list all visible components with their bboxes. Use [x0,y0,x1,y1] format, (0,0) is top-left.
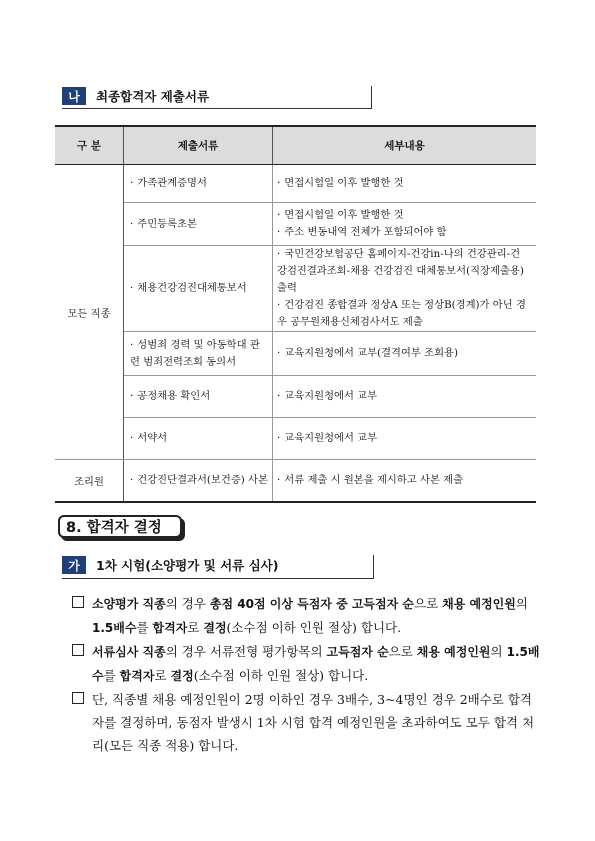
header-category: 구 분 [55,126,124,165]
category-all-jobs: 모든 직종 [55,165,124,460]
table-row [55,332,536,376]
document-item: · 성범죄 경력 및 아동학대 관련 범죄전력조회 동의서 [124,332,273,376]
document-detail: · 국민건강보험공단 홈페이지-건강in-나의 건강관리-건강검진결과조회-채용 건강검진 대체통보서(직장제출용) 출력 · 건강검진 종합결과 정상A 또는 정상B(경계)가 아닌 경우 공무원채용신체검사서도 제출 [273,246,537,332]
paragraph-text: 소양평가 직종의 경우 총점 40점 이상 득점자 중 고득점자 순으로 채용 예정인원의 1.5배수를 합격자로 결정(소수점 이하 인원 절상) 합니다. [92,596,528,635]
document-item: · 공정채용 확인서 [124,376,273,418]
section-header-ga [62,556,278,574]
paragraph-text: 서류심사 직종의 경우 서류전형 평가항목의 고득점자 순으로 채용 예정인원의 1.5배수를 합격자로 결정(소수점 이하 인원 절상) 합니다. [92,644,540,683]
document-item: · 서약서 [124,418,273,460]
checkbox-icon [72,644,84,656]
section-8-heading: 8. 합격자 결정 [58,515,182,538]
document-detail: · 교육지원청에서 교부 [273,418,537,460]
table-row [55,460,536,502]
table-row [55,376,536,418]
section-tag: 가 [62,556,86,574]
document-item: · 채용건강검진대체통보서 [124,246,273,332]
document-detail: · 교육지원청에서 교부(결격여부 조회용) [273,332,537,376]
documents-table [55,125,536,503]
section-title: 1차 시험(소양평가 및 서류 심사) [96,558,279,573]
table-row [55,418,536,460]
table-row [55,203,536,246]
header-documents: 제출서류 [124,126,273,165]
checkbox-icon [72,596,84,608]
document-item: · 건강진단결과서(보건증) 사본 [124,460,273,502]
checkbox-icon [72,692,84,704]
rule-paragraph-exception [72,688,542,757]
section-tag: 나 [62,87,86,105]
paragraph-text: 단, 직종별 채용 예정인원이 2명 이하인 경우 3배수, 3~4명인 경우 2배수로 합격자를 결정하며, 동점자 발생시 1차 시험 합격 예정인원을 초과하여도 모두 합격 처리(모든 직종 적용) 합니다. [92,692,535,753]
rule-paragraph-document-review [72,640,542,688]
section-header-na [62,87,209,105]
document-detail: · 교육지원청에서 교부 [273,376,537,418]
document-detail: · 면접시험일 이후 발행한 것 · 주소 변동내역 전체가 포함되어야 함 [273,203,537,246]
header-details: 세부내용 [273,126,537,165]
rule-paragraph-aptitude [72,592,542,640]
document-item: · 주민등록초본 [124,203,273,246]
document-detail: · 서류 제출 시 원본을 제시하고 사본 제출 [273,460,537,502]
table-row [55,165,536,203]
section-title: 최종합격자 제출서류 [96,89,210,104]
table-row [55,246,536,332]
document-item: · 가족관계증명서 [124,165,273,203]
document-detail: · 면접시험일 이후 발행한 것 [273,165,537,203]
table-header-row [55,126,536,165]
category-cook: 조리원 [55,460,124,502]
